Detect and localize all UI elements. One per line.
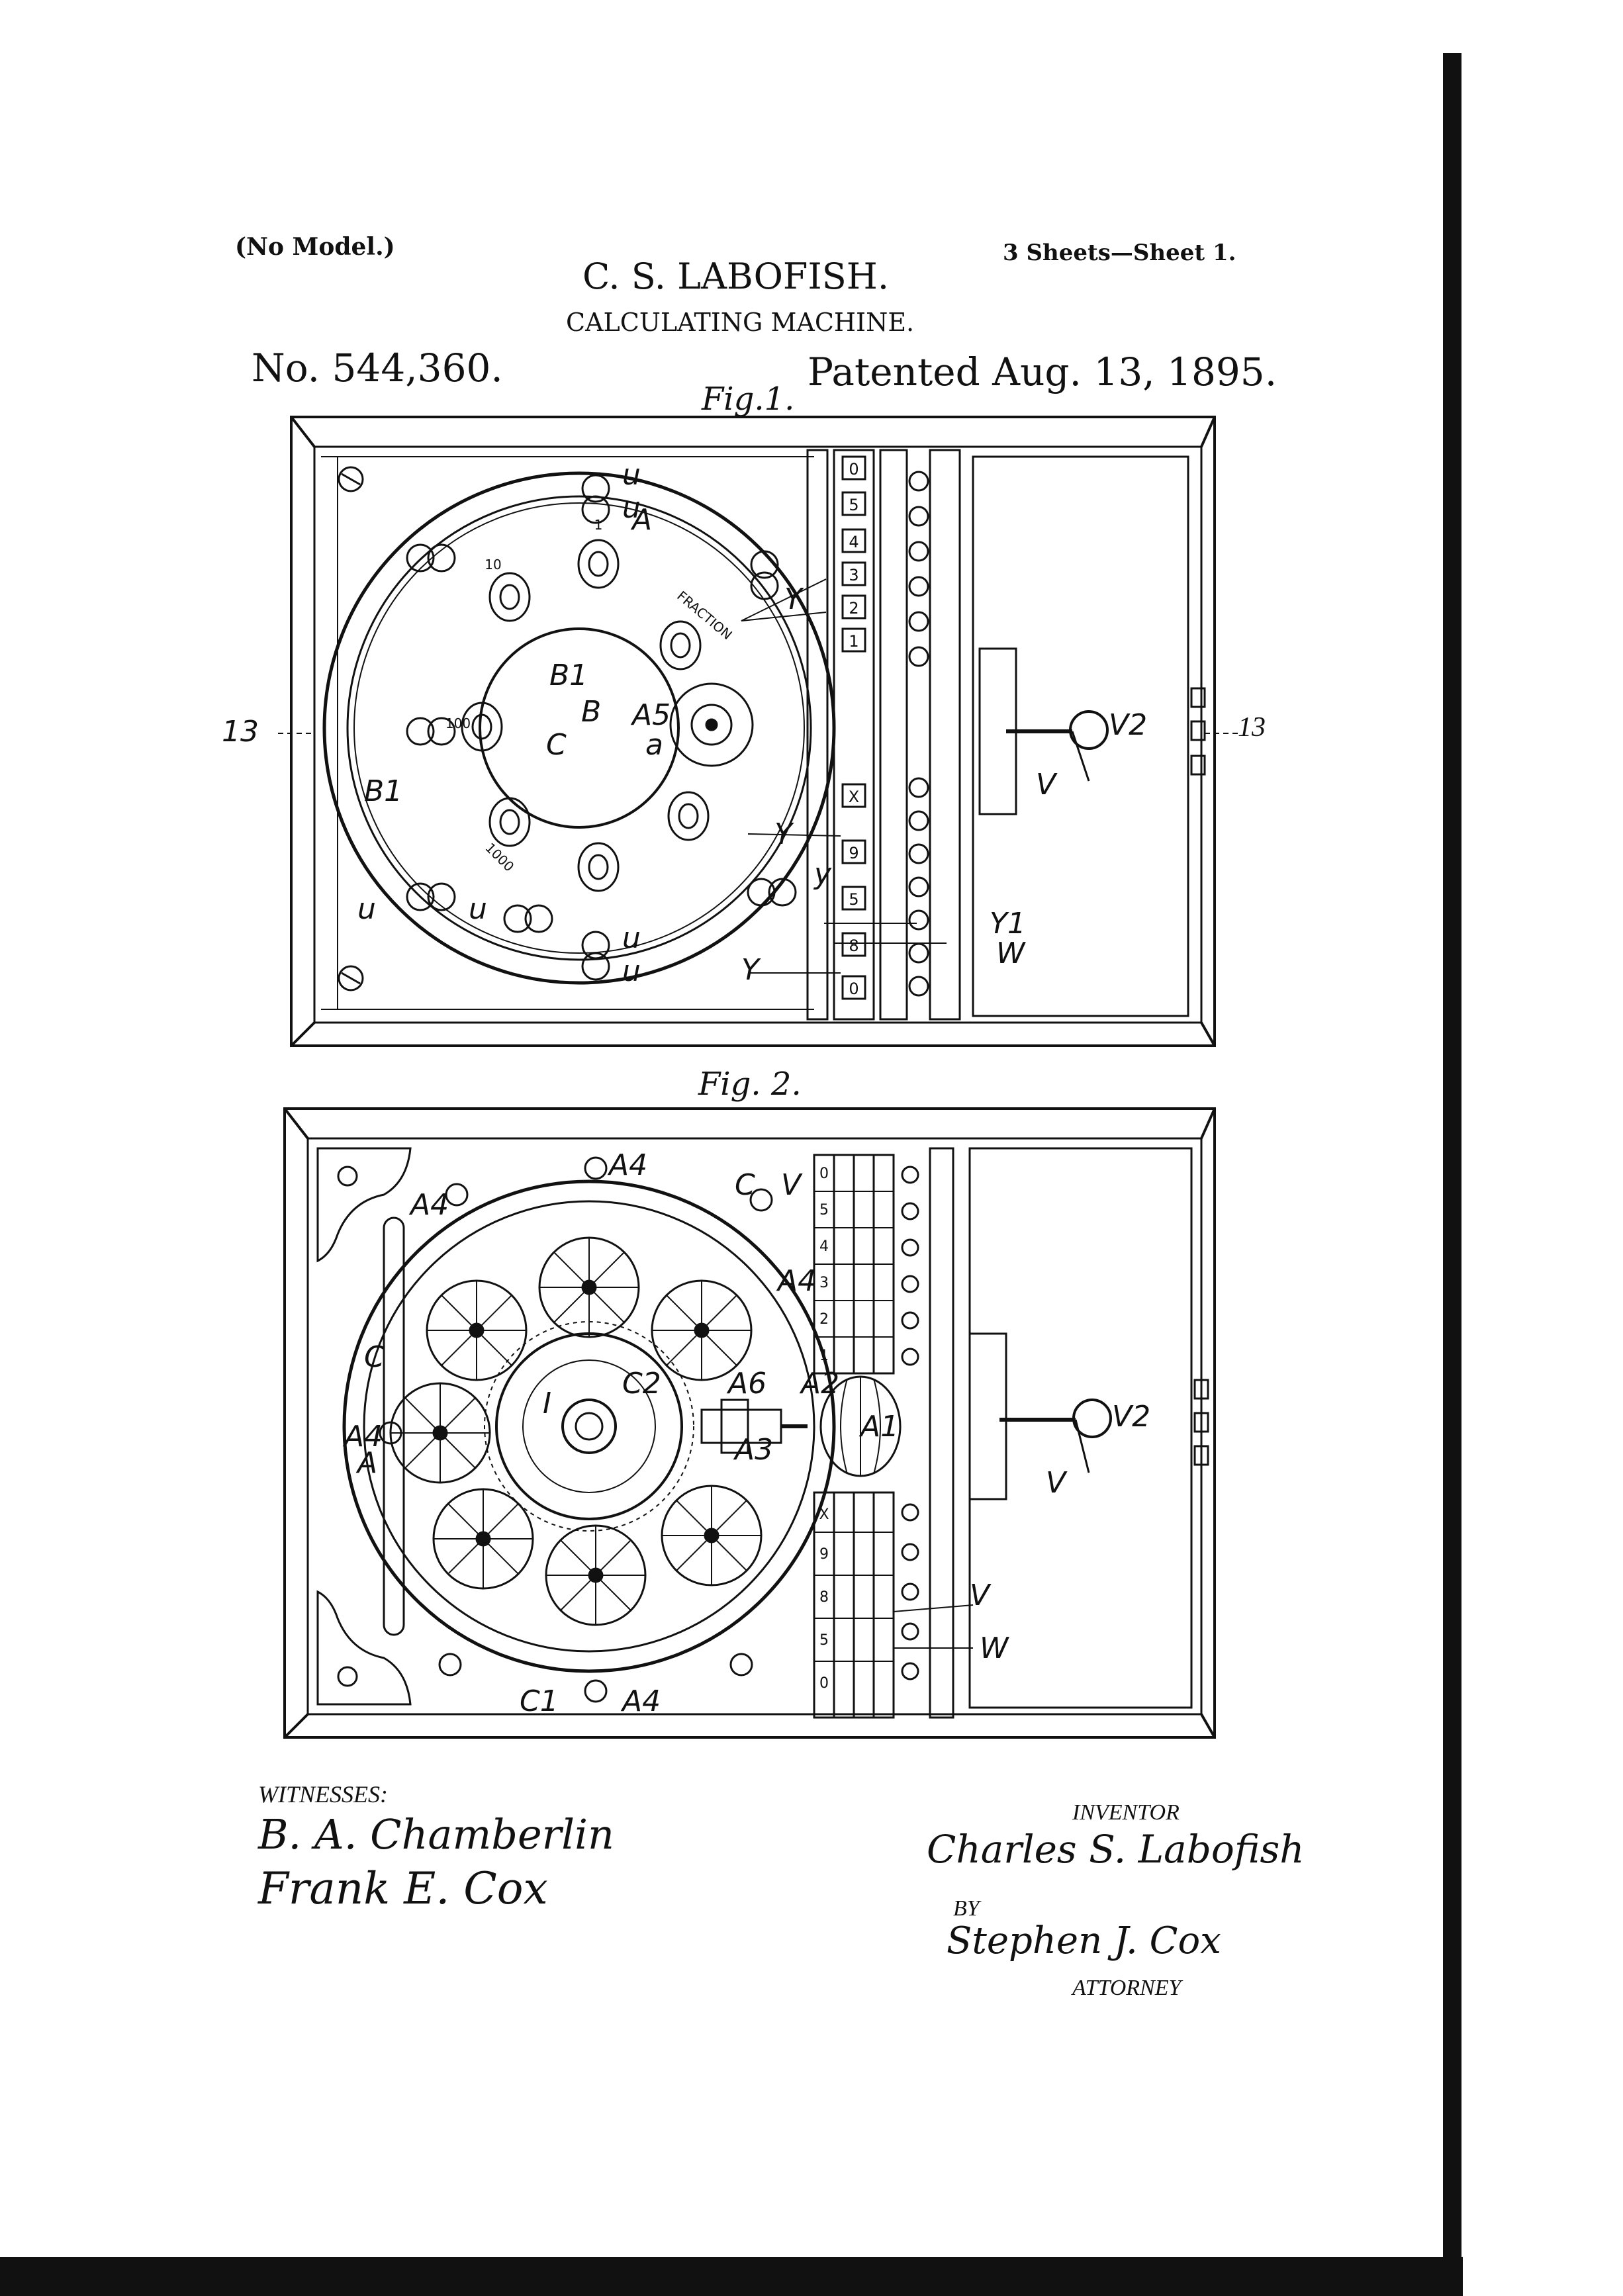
fig1-ref-C: C [546, 728, 567, 762]
fig2-ref-A1: A1 [860, 1410, 900, 1444]
fig2-key-bottom-0: X [819, 1506, 829, 1523]
fig1-inner-frame [314, 447, 1201, 1023]
fig2-ref-V2: V2 [1112, 1400, 1151, 1434]
witnesses-label: WITNESSES: [258, 1781, 388, 1808]
fig2-ref-Y-top: V [781, 1168, 802, 1202]
fig1-dial-1: 1 [594, 517, 603, 533]
fig2-key-top-0: 0 [819, 1166, 829, 1182]
fig2-ref-A6: A6 [728, 1367, 767, 1401]
model-note: (No Model.) [235, 233, 395, 261]
fig1-ref-y: y [814, 857, 832, 891]
fig1-ref-a: a [645, 728, 663, 762]
fig1-ref-Y3: Y [741, 953, 759, 987]
scan-edge-right [1443, 53, 1461, 2296]
fig2-key-bottom-3: 5 [819, 1632, 829, 1649]
inventor-heading: C. S. LABOFISH. [582, 255, 889, 297]
fig1-ref-V: V [1036, 768, 1056, 802]
witness-signature-1: B. A. Chamberlin [258, 1810, 614, 1859]
fig1-ref-u3: u [357, 892, 376, 926]
fig2-ref-C2: C2 [622, 1367, 661, 1401]
fig1-key-top-1: 5 [849, 496, 859, 514]
fig1-dial-10: 10 [485, 557, 502, 573]
fig2-key-bottom-2: 8 [819, 1589, 829, 1606]
document-title: CALCULATING MACHINE. [566, 308, 915, 337]
fig1-drawing [222, 410, 1225, 1059]
fig1-ref-W: W [996, 937, 1025, 970]
fig1-ref-u1: u [622, 458, 641, 492]
fig1-dial-100: 100 [445, 715, 471, 731]
fig2-ref-C-left: C [364, 1340, 385, 1374]
fig2-ref-C-top: C [735, 1168, 755, 1202]
fig2-key-top-1: 5 [819, 1202, 829, 1218]
fig1-ref-B1: B1 [549, 659, 588, 692]
inventor-signature: Charles S. Labofish [927, 1827, 1305, 1872]
inventor-label: INVENTOR [1072, 1800, 1180, 1825]
fig2-ref-A4-left: A4 [410, 1188, 449, 1222]
fig1-key-top-5: 1 [849, 632, 859, 651]
fig2-ref-A2: A2 [801, 1367, 840, 1401]
fig2-ref-V: V [970, 1579, 990, 1612]
fig1-ref-u5: u [622, 921, 641, 955]
fig1-ref-Y1: Y [784, 582, 802, 616]
fig2-label: Fig. 2. [698, 1066, 802, 1103]
fig1-label: Fig.1. [702, 381, 795, 418]
patent-date: Patented Aug. 13, 1895. [808, 349, 1277, 394]
scan-edge-bottom [0, 2257, 1463, 2296]
fig2-key-top-4: 2 [819, 1311, 829, 1328]
fig2-key-top-5: 1 [819, 1348, 829, 1364]
fig2-ref-I: I [543, 1387, 551, 1420]
fig2-ref-A: A [357, 1446, 378, 1480]
fig1-key-bottom-4: 0 [849, 980, 859, 998]
fig1-ref-V2: V2 [1109, 708, 1148, 742]
fig2-ref-A4-bottom: A4 [622, 1684, 661, 1718]
fig1-key-top-2: 4 [849, 533, 859, 551]
fig1-ref-u4: u [469, 892, 487, 926]
fig1-dial-1000: 1000 [482, 839, 518, 875]
fig2-ref-A3: A3 [735, 1433, 774, 1467]
fig2-ref-V-handle: V [1046, 1466, 1066, 1500]
patent-number: No. 544,360. [252, 345, 503, 390]
fig2-ref-A4-mid: A4 [344, 1420, 383, 1453]
fig1-ref-u2: u [622, 491, 641, 525]
fig2-ref-A4-top: A4 [609, 1148, 648, 1182]
fig1-main-dial [324, 473, 834, 983]
fig1-key-bottom-2: 5 [849, 890, 859, 909]
witness-signature-2: Frank E. Cox [258, 1863, 548, 1914]
fig1-ref-A: A [632, 503, 653, 537]
fig1-ref-Y2: Y [774, 817, 792, 851]
fig1-section-right: 13 [1238, 712, 1266, 743]
fig1-key-top-4: 2 [849, 599, 859, 618]
fig1-key-top-3: 3 [849, 566, 859, 584]
fig2-drawing [278, 1102, 1225, 1747]
attorney-signature: Stephen J. Cox [947, 1919, 1221, 1962]
fig1-key-bottom-0: X [848, 788, 860, 806]
fig2-key-top-2: 4 [819, 1238, 829, 1255]
fig1-ref-u6: u [622, 954, 641, 988]
attorney-label: ATTORNEY [1072, 1976, 1182, 2000]
fig1-key-bottom-1: 9 [849, 844, 859, 862]
fig2-key-bottom-4: 0 [819, 1675, 829, 1692]
fig2-ref-A4-right: A4 [778, 1264, 817, 1298]
by-label: BY [953, 1896, 980, 1921]
sheet-count: 3 Sheets—Sheet 1. [1003, 240, 1236, 266]
fig1-key-bottom-3: 8 [849, 937, 859, 955]
fig1-ref-A5: A5 [632, 698, 671, 732]
fig1-section-left: 13 [222, 715, 259, 749]
fig1-ref-B: B [581, 695, 602, 729]
fig1-key-top-0: 0 [849, 460, 859, 479]
fig1-ref-B1b: B1 [364, 774, 403, 808]
fig2-ref-C1: C1 [520, 1684, 559, 1718]
fig2-key-top-3: 3 [819, 1275, 829, 1291]
fig2-ref-W: W [980, 1631, 1009, 1665]
fig1-ref-Y1b: Y1 [990, 907, 1026, 941]
fig1-dial-fraction: FRACTION [674, 588, 735, 643]
fig2-key-bottom-1: 9 [819, 1546, 829, 1563]
